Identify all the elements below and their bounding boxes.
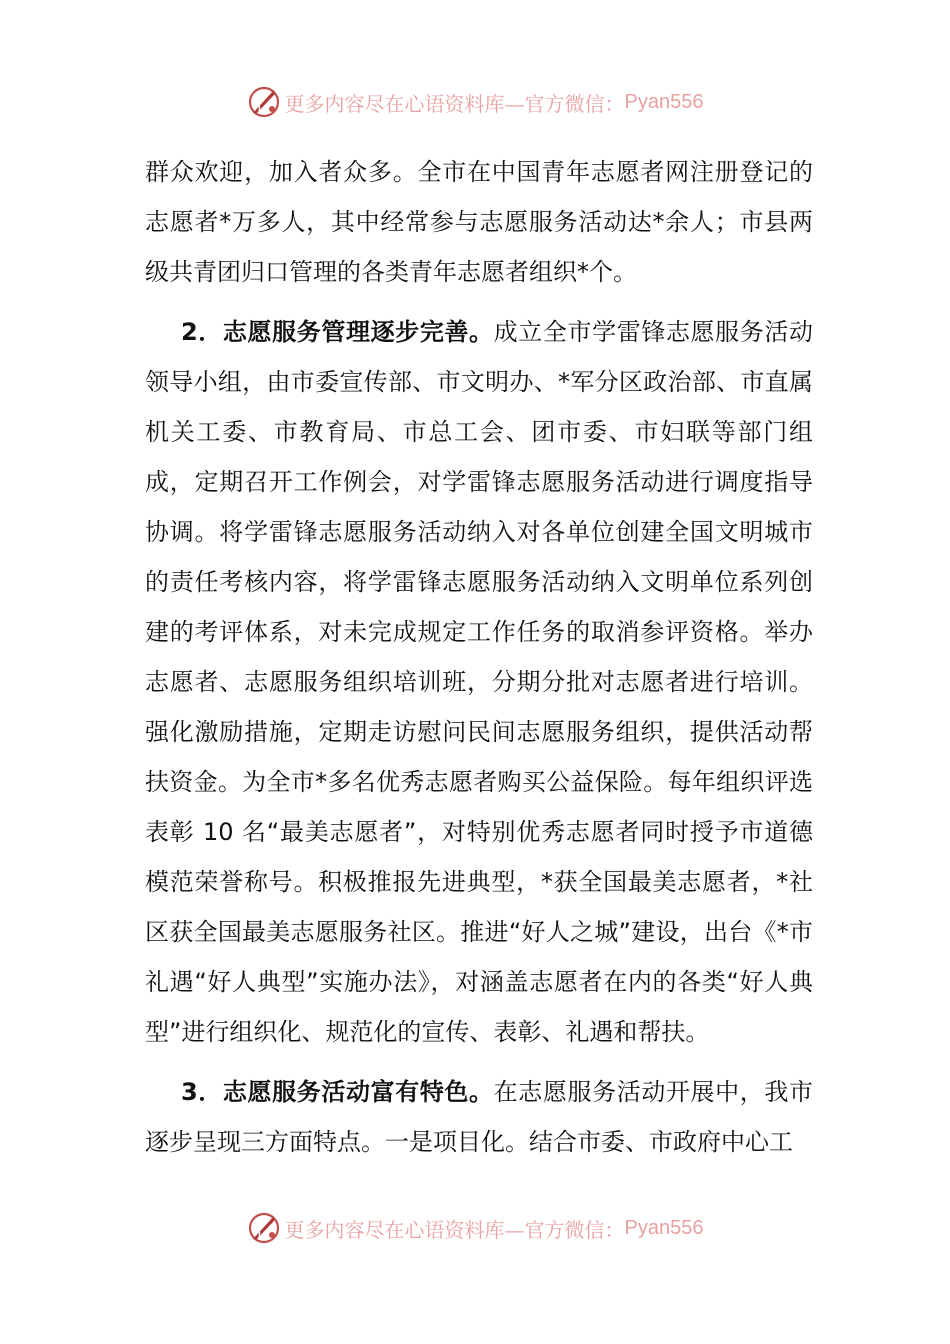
paragraph-2-heading: 2．志愿服务管理逐步完善。 bbox=[181, 318, 494, 346]
quill-pen-seal-icon bbox=[247, 85, 281, 119]
paragraph-3-heading: 3．志愿服务活动富有特色。 bbox=[181, 1078, 494, 1106]
watermark-wechat-id: Pyan556 bbox=[624, 1216, 704, 1239]
header-watermark bbox=[0, 82, 950, 122]
watermark-slogan: 更多内容尽在心语资料库—官方微信： bbox=[284, 91, 625, 116]
document-body bbox=[145, 147, 813, 1167]
paragraph-3 bbox=[145, 1067, 813, 1167]
paragraph-1-body: 群众欢迎，加入者众多。全市在中国青年志愿者网注册登记的志愿者*万多人，其中经常参与志愿服务活动达*余人；市县两级共青团归口管理的各类青年志愿者组织*个。 bbox=[145, 158, 813, 286]
footer-watermark bbox=[0, 1208, 950, 1248]
quill-pen-seal-icon bbox=[247, 1211, 281, 1245]
paragraph-2-body: 成立全市学雷锋志愿服务活动领导小组，由市委宣传部、市文明办、*军分区政治部、市直属机关工委、市教育局、市总工会、团市委、市妇联等部门组成，定期召开工作例会，对学雷锋志愿服务活动进行调度指导协调。将学雷锋志愿服务活动纳入对各单位创建全国文明城市的责任考核内容，将学雷锋志愿服务活动纳入文明单位系列创建的考评体系，对未完成规定工作任务的取消参评资格。举办志愿者、志愿服务组织培训班，分期分批对志愿者进行培训。强化激励措施，定期走访慰问民间志愿服务组织，提供活动帮扶资金。为全市*多名优秀志愿者购买公益保险。每年组织评选表彰 10 名“最美志愿者”，对特别优秀志愿者同时授予市道德模范荣誉称号。积极推报先进典型，*获全国最美志愿者，*社区获全国最美志愿服务社区。推进“好人之城”建设，出台《*市礼遇“好人典型”实施办法》，对涵盖志愿者在内的各类“好人典型”进行组织化、规范化的宣传、表彰、礼遇和帮扶。 bbox=[145, 318, 813, 1046]
paragraph-3-body: 在志愿服务活动开展中，我市逐步呈现三方面特点。一是项目化。结合市委、市政府中心工 bbox=[145, 1078, 813, 1156]
watermark-wechat-id: Pyan556 bbox=[624, 90, 704, 113]
watermark-slogan: 更多内容尽在心语资料库—官方微信： bbox=[284, 1217, 625, 1242]
paragraph-2 bbox=[145, 307, 813, 1057]
paragraph-1 bbox=[145, 147, 813, 297]
